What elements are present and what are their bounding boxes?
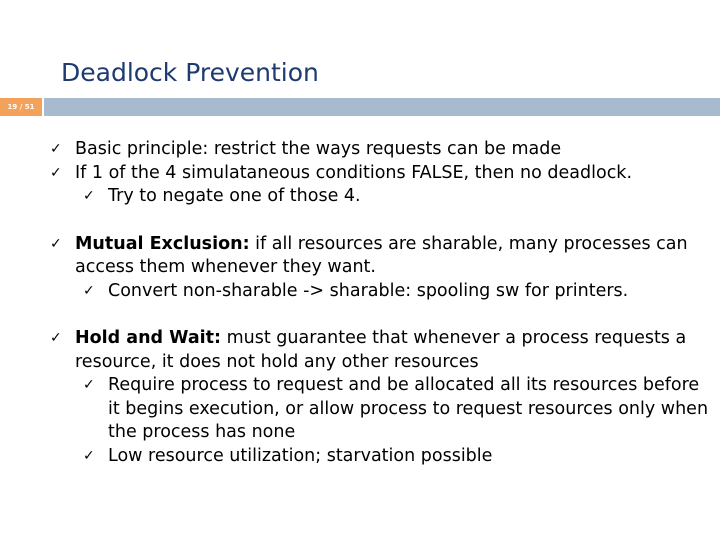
bullet-hold-and-wait (50, 327, 710, 374)
sub-bullet-low-utilization (50, 445, 710, 469)
bullet-conditions (50, 162, 710, 186)
bullet-basic-principle (50, 138, 710, 162)
slide-content (50, 138, 710, 468)
bullet-heading: Mutual Exclusion: (75, 233, 250, 254)
sub-bullet-request-all (50, 374, 710, 445)
slide-title: Deadlock Prevention (61, 58, 319, 87)
checkmark-icon: ✓ (83, 188, 95, 204)
page-indicator: 19 / 51 (0, 98, 42, 116)
title-divider-bar (44, 98, 720, 116)
bullet-text: if all resources are sharable, many processes can access them whenever they want. (75, 233, 688, 277)
bullet-mutual-exclusion (50, 233, 710, 280)
checkmark-icon: ✓ (50, 164, 62, 181)
bullet-text: Basic principle: restrict the ways requests can be made (75, 139, 562, 159)
sub-bullet-spooling (50, 280, 710, 304)
checkmark-icon: ✓ (83, 447, 95, 464)
bullet-heading: Hold and Wait: (75, 328, 222, 348)
checkmark-icon: ✓ (50, 141, 62, 157)
bullet-text: Low resource utilization; starvation possible (108, 445, 493, 466)
checkmark-icon: ✓ (83, 377, 95, 393)
bullet-text: Require process to request and be allocated all its resources before it begins execution, or allow process to request resources only when the process has none (108, 375, 709, 442)
bullet-text: must guarantee that whenever a process requests a resource, it does not hold any other resources (75, 328, 687, 372)
bullet-text: Try to negate one of those 4. (108, 186, 361, 206)
checkmark-icon: ✓ (83, 282, 95, 299)
bullet-text: Convert non-sharable -> sharable: spooling sw for printers. (108, 280, 629, 301)
checkmark-icon: ✓ (50, 330, 62, 346)
checkmark-icon: ✓ (50, 235, 62, 252)
sub-bullet-negate (50, 185, 710, 209)
bullet-text: If 1 of the 4 simulataneous conditions FALSE, then no deadlock. (75, 162, 633, 183)
